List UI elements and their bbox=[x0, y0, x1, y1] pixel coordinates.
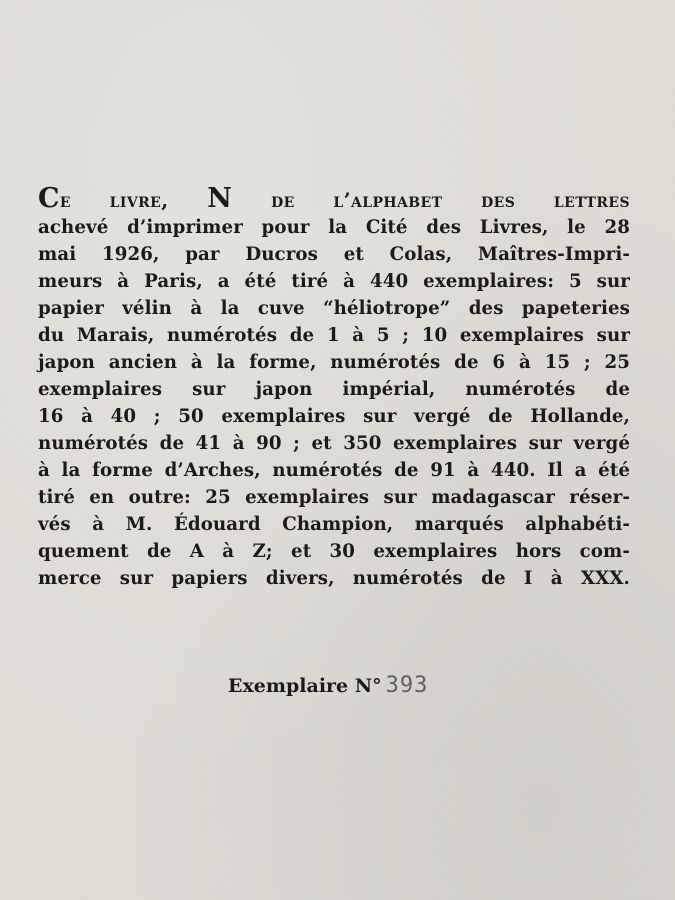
colophon-text bbox=[38, 185, 630, 592]
colophon-line: tiré en outre: 25 exemplaires sur madagascar réser- bbox=[38, 487, 630, 508]
colophon-line: japon ancien à la forme, numérotés de 6 à 15 ; 25 bbox=[38, 352, 630, 373]
colophon-line: 16 à 40 ; 50 exemplaires sur vergé de Hollande, bbox=[38, 406, 630, 427]
copy-number bbox=[228, 673, 428, 698]
colophon-line: papier vélin à la cuve “héliotrope” des papeteries bbox=[38, 298, 630, 319]
colophon-line: mai 1926, par Ducros et Colas, Maîtres-Impri- bbox=[38, 244, 630, 265]
colophon-line: quement de A à Z; et 30 exemplaires hors com- bbox=[38, 541, 630, 562]
colophon-line: numérotés de 41 à 90 ; et 350 exemplaires sur vergé bbox=[38, 433, 630, 454]
colophon-line: à la forme d’Arches, numérotés de 91 à 440. Il a été bbox=[38, 460, 630, 481]
colophon-first-line: Ce livre, N de l’alphabet des lettres bbox=[38, 183, 630, 214]
copy-number-label: Exemplaire N° bbox=[228, 675, 382, 697]
colophon-line: achevé d’imprimer pour la Cité des Livres, le 28 bbox=[38, 217, 630, 238]
drop-initial: C bbox=[38, 183, 60, 214]
colophon-line: exemplaires sur japon impérial, numérotés de bbox=[38, 379, 630, 400]
colophon-line: vés à M. Édouard Champion, marqués alphabéti- bbox=[38, 514, 630, 535]
colophon-line: du Marais, numérotés de 1 à 5 ; 10 exemplaires sur bbox=[38, 325, 630, 346]
colophon-line: merce sur papiers divers, numérotés de I à XXX. bbox=[38, 568, 630, 589]
colophon-line: meurs à Paris, a été tiré à 440 exemplaires: 5 sur bbox=[38, 271, 630, 292]
stamped-copy-number: 393 bbox=[385, 673, 429, 698]
alphabet-letter: N bbox=[207, 183, 233, 214]
